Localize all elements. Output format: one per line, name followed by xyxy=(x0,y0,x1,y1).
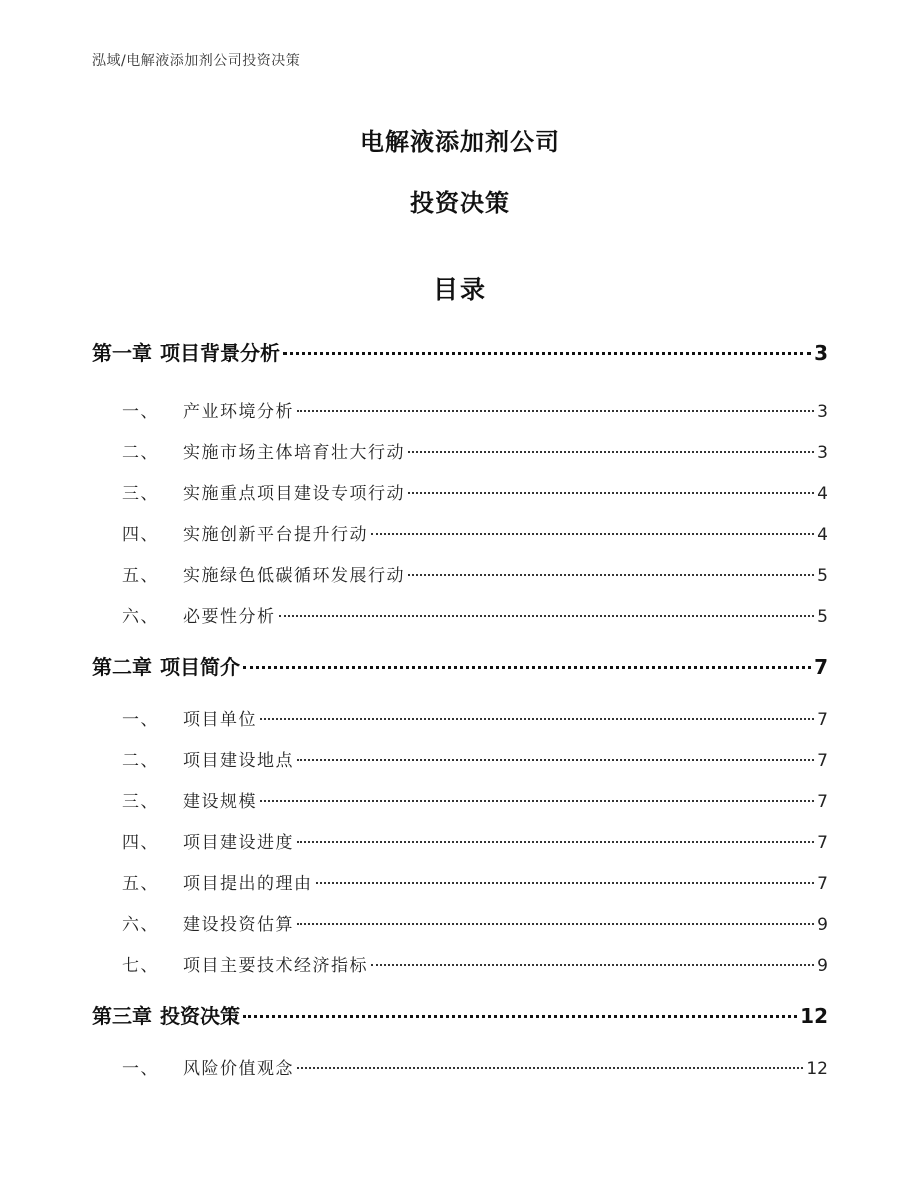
toc-section-2-7[interactable] xyxy=(92,951,828,976)
toc-section-1-6[interactable] xyxy=(92,602,828,627)
toc-dot-leader xyxy=(408,451,814,453)
toc-section-1-4[interactable] xyxy=(92,520,828,545)
toc-page-number: 7 xyxy=(817,833,828,853)
toc-dot-leader xyxy=(297,410,814,412)
toc-entry-number: 第二章 xyxy=(92,655,152,679)
toc-page-number: 7 xyxy=(817,751,828,771)
toc-dot-leader xyxy=(243,1015,797,1018)
toc-entry-title: 项目提出的理由 xyxy=(183,874,313,894)
toc-entry-title: 投资决策 xyxy=(160,1004,240,1028)
toc-entry-number: 四、 xyxy=(122,525,159,545)
toc-dot-leader xyxy=(297,1067,803,1069)
toc-entry-number: 二、 xyxy=(122,443,159,463)
toc-dot-leader xyxy=(279,615,815,617)
toc-dot-leader xyxy=(297,759,814,761)
toc-entry-number: 五、 xyxy=(122,566,159,586)
toc-dot-leader xyxy=(260,800,814,802)
toc-entry-number: 六、 xyxy=(122,607,159,627)
toc-entry-number: 七、 xyxy=(122,956,159,976)
toc-entry-title: 实施重点项目建设专项行动 xyxy=(183,484,405,504)
toc-dot-leader xyxy=(297,841,814,843)
toc-entry-title: 风险价值观念 xyxy=(183,1059,294,1079)
toc-entry-number: 第三章 xyxy=(92,1004,152,1028)
toc-page-number: 5 xyxy=(817,566,828,586)
toc-entry-number: 四、 xyxy=(122,833,159,853)
toc-dot-leader xyxy=(260,718,814,720)
toc-page-number: 5 xyxy=(817,607,828,627)
toc-entry-title: 项目单位 xyxy=(183,710,257,730)
toc-entry-title: 建设规模 xyxy=(183,792,257,812)
toc-chapter-1[interactable] xyxy=(92,337,828,366)
toc-dot-leader xyxy=(408,574,814,576)
toc-dot-leader xyxy=(371,533,814,535)
toc-section-1-5[interactable] xyxy=(92,561,828,586)
toc-section-1-3[interactable] xyxy=(92,479,828,504)
toc-dot-leader xyxy=(316,882,815,884)
toc-page-number: 4 xyxy=(817,484,828,504)
toc-dot-leader xyxy=(297,923,814,925)
toc-page-number: 3 xyxy=(817,402,828,422)
document-subtitle: 投资决策 xyxy=(410,189,510,217)
toc-dot-leader xyxy=(371,964,814,966)
toc-entry-number: 六、 xyxy=(122,915,159,935)
toc-section-3-1[interactable] xyxy=(92,1054,828,1079)
toc-entry-number: 一、 xyxy=(122,402,159,422)
toc-page-number: 12 xyxy=(806,1059,828,1079)
toc-section-2-4[interactable] xyxy=(92,828,828,853)
toc-page-number: 7 xyxy=(817,874,828,894)
toc-entry-number: 三、 xyxy=(122,484,159,504)
toc-entry-title: 项目简介 xyxy=(160,655,240,679)
toc-page-number: 12 xyxy=(800,1004,828,1028)
toc-dot-leader xyxy=(283,352,811,355)
toc-entry-title: 必要性分析 xyxy=(183,607,276,627)
toc-page-number: 7 xyxy=(814,655,828,679)
toc-entry-title: 产业环境分析 xyxy=(183,402,294,422)
toc-entry-title: 项目背景分析 xyxy=(160,341,280,365)
toc-section-1-2[interactable] xyxy=(92,438,828,463)
toc-entry-title: 项目建设地点 xyxy=(183,751,294,771)
toc-page-number: 3 xyxy=(814,341,828,365)
toc-entry-number: 一、 xyxy=(122,1059,159,1079)
toc-entry-number: 二、 xyxy=(122,751,159,771)
toc-entry-number: 一、 xyxy=(122,710,159,730)
toc-heading: 目录 xyxy=(432,275,487,304)
toc-chapter-2[interactable] xyxy=(92,651,828,680)
toc-section-2-2[interactable] xyxy=(92,746,828,771)
toc-page-number: 7 xyxy=(817,792,828,812)
toc-entry-title: 建设投资估算 xyxy=(183,915,294,935)
toc-chapter-3[interactable] xyxy=(92,1000,828,1029)
toc-section-1-1[interactable] xyxy=(92,397,828,422)
toc-dot-leader xyxy=(243,666,811,669)
running-header: 泓域/电解液添加剂公司投资决策 xyxy=(92,53,301,69)
toc-entry-number: 三、 xyxy=(122,792,159,812)
toc-page-number: 4 xyxy=(817,525,828,545)
toc-entry-title: 实施绿色低碳循环发展行动 xyxy=(183,566,405,586)
toc-entry-title: 项目主要技术经济指标 xyxy=(183,956,368,976)
toc-entry-number: 五、 xyxy=(122,874,159,894)
toc-page-number: 9 xyxy=(817,956,828,976)
toc-entry-title: 项目建设进度 xyxy=(183,833,294,853)
document-title: 电解液添加剂公司 xyxy=(360,128,560,156)
toc-section-2-3[interactable] xyxy=(92,787,828,812)
toc-section-2-1[interactable] xyxy=(92,705,828,730)
toc-page-number: 9 xyxy=(817,915,828,935)
toc-entry-number: 第一章 xyxy=(92,341,152,365)
toc-page-number: 7 xyxy=(817,710,828,730)
toc-section-2-5[interactable] xyxy=(92,869,828,894)
toc-dot-leader xyxy=(408,492,814,494)
toc-entry-title: 实施创新平台提升行动 xyxy=(183,525,368,545)
toc-entry-title: 实施市场主体培育壮大行动 xyxy=(183,443,405,463)
toc-section-2-6[interactable] xyxy=(92,910,828,935)
toc-page-number: 3 xyxy=(817,443,828,463)
